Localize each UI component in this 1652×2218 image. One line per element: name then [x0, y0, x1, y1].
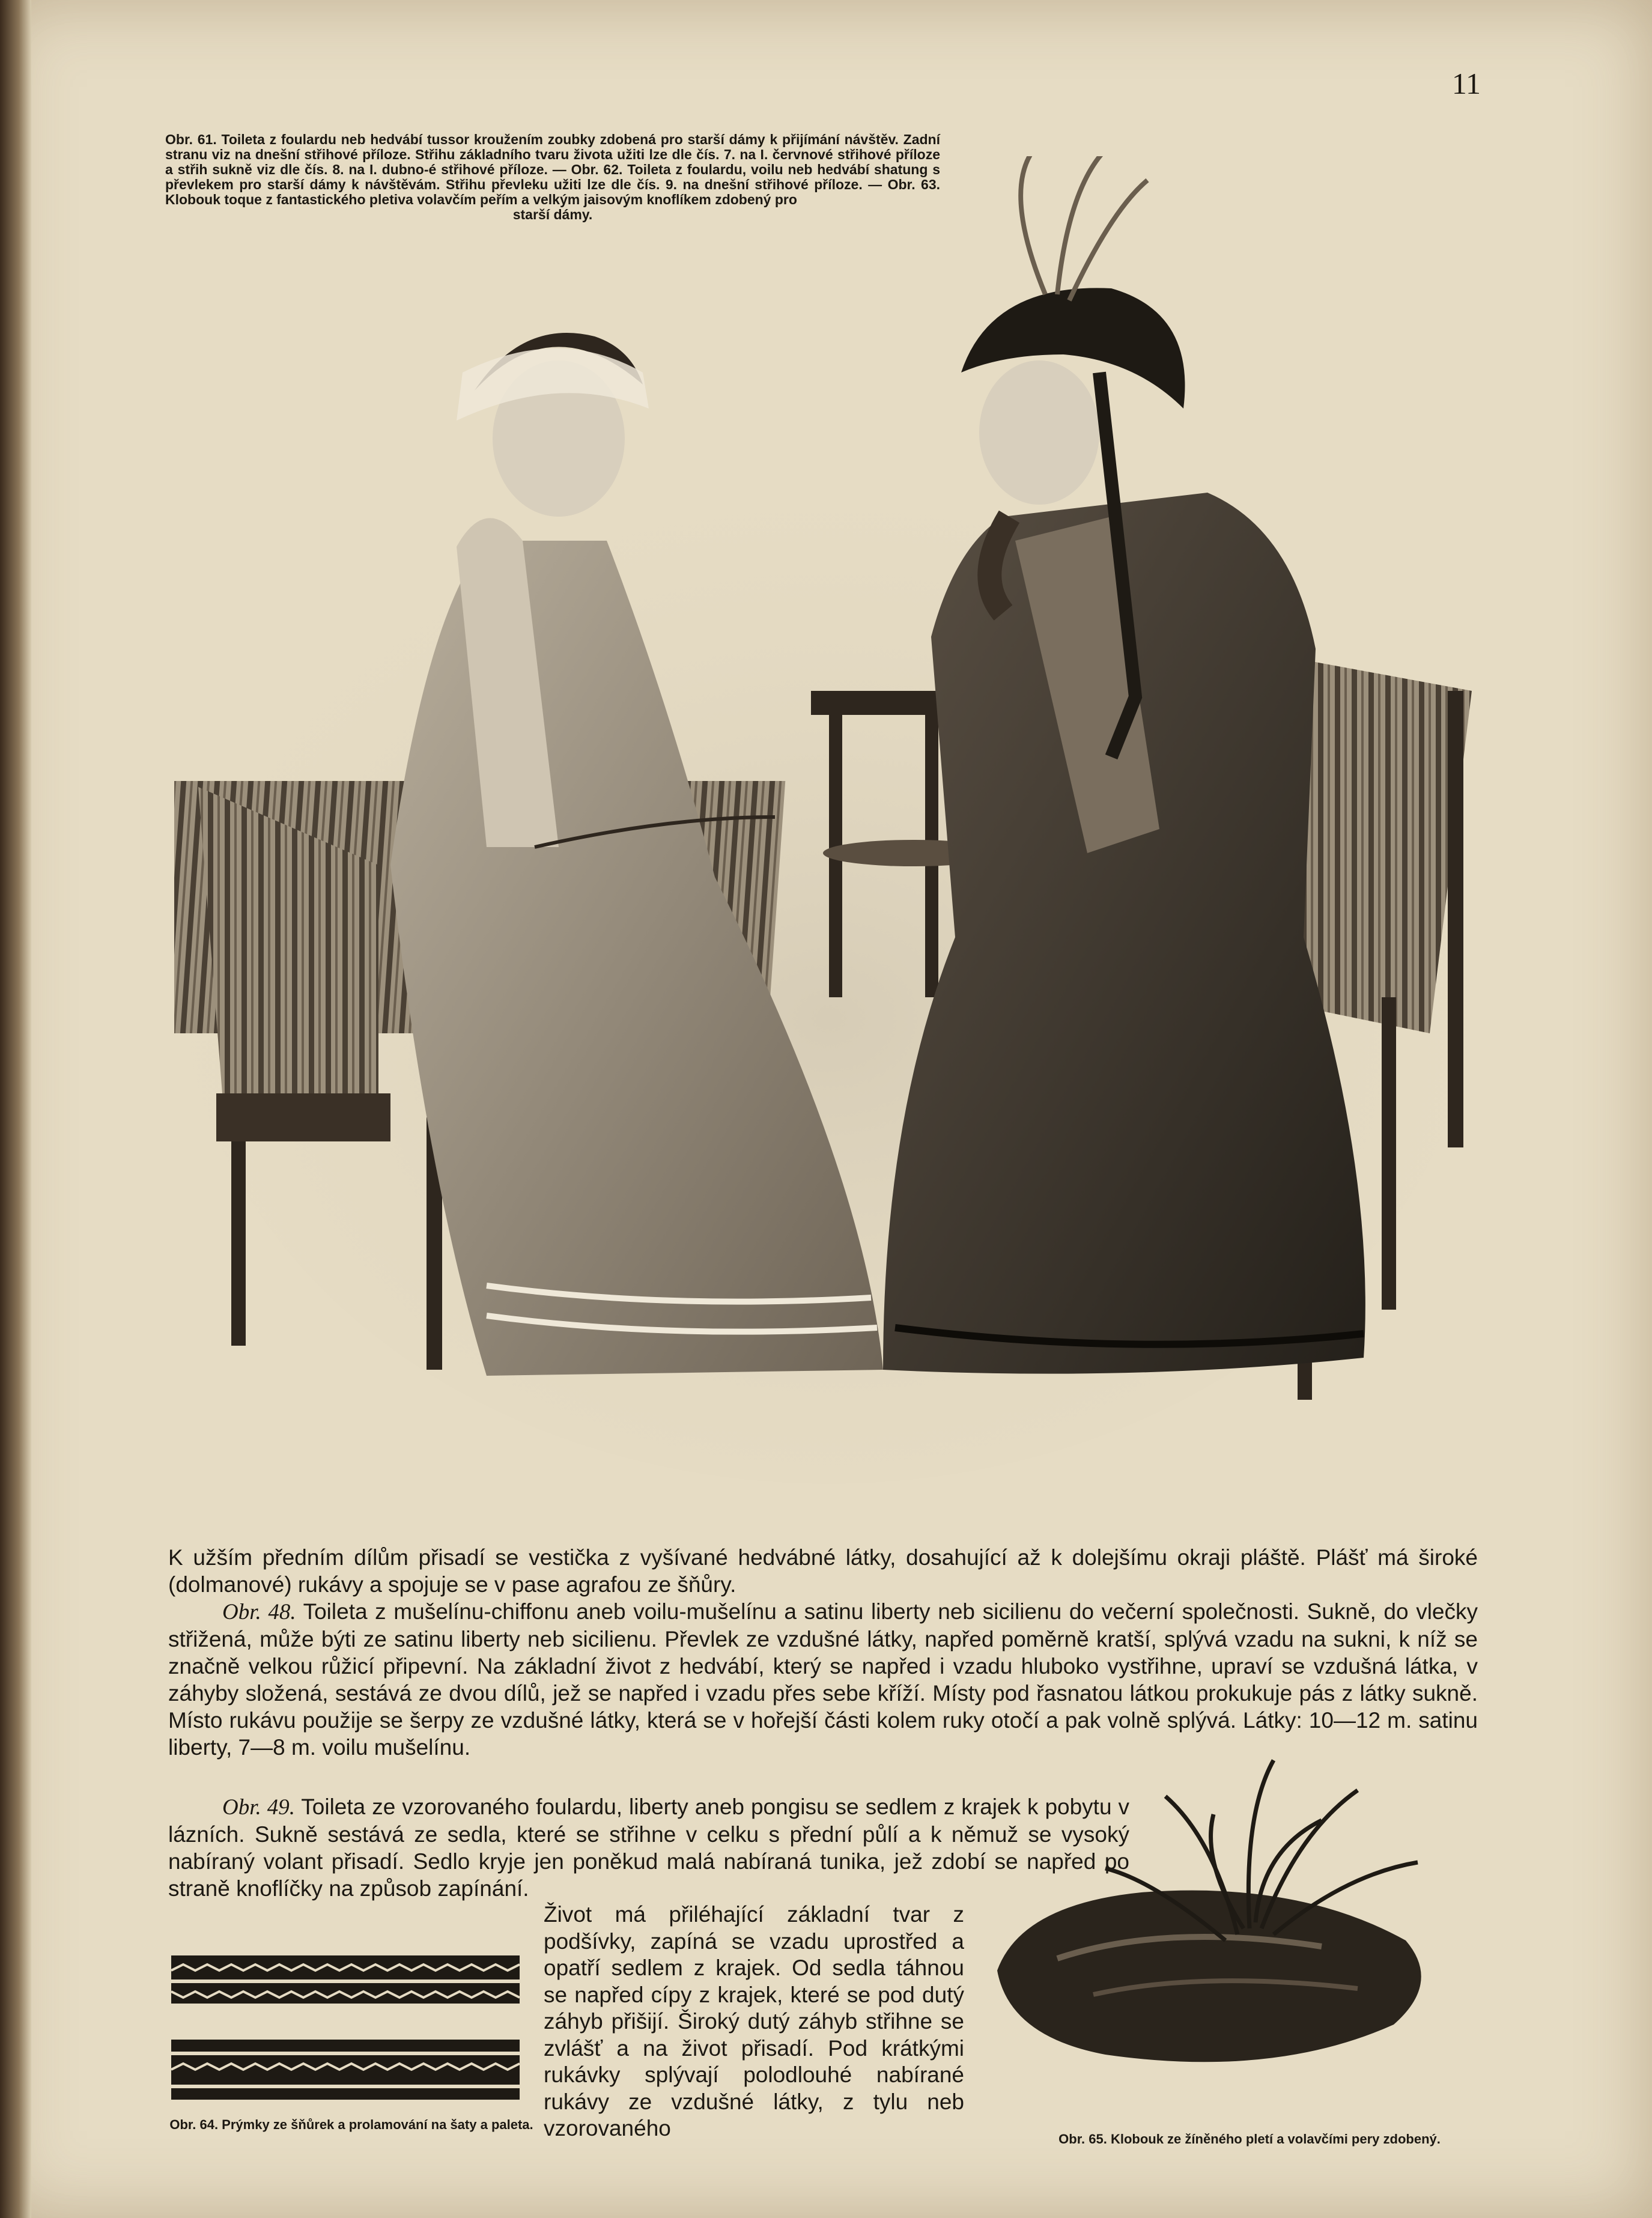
fashion-illustration [174, 156, 1484, 1490]
paragraph-text: Toileta ze vzorovaného foulardu, liberty aneb pongisu se sedlem z krajek k pobytu v lázních. Sukně sestává ze sedla, které se střihne v celku s přední půlí a k němuž se vysoký nabíraný volant přisadí. Sedlo kryje jen poněkud malá nabíraná tunika, jež zdobí se napřed po straně knoflíčky na způsob zapínání. [168, 1794, 1129, 1901]
trim-band-1 [171, 1955, 520, 2004]
figure-caption-65: Obr. 65. Klobouk ze žíněného pletí a volavčími pery zdobený. [1058, 2131, 1441, 2147]
paragraph-bodice: Život má přiléhající základní tvar z podšívky, zapíná se vzadu uprostřed a opatří sedlem z krajek. Od sedla táhnou se napřed cípy z krajek, které se pod dutý záhyb přišijí. Široký dutý záhyb střihne se zvlášť a na život přisadí. Pod krátkými rukávky splývají polodlouhé nabírané rukávy ze vzdušné látky, z tylu neb vzorovaného [544, 1902, 964, 2141]
figure-reference: Obr. 49. [222, 1795, 295, 1820]
page-number: 11 [1451, 67, 1481, 100]
trim-sample-figure [171, 1955, 526, 2130]
article-body [168, 1544, 1478, 1761]
trim-band-2 [171, 2040, 520, 2100]
figure-reference: Obr. 48. [222, 1600, 296, 1624]
caption-last-line: starší dámy. [512, 207, 593, 222]
book-spine [0, 0, 31, 2218]
paragraph-vest: K užším předním dílům přisadí se vestička z vyšívané hedvábné látky, dosahující až k dolejšímu okraji pláště. Plášť má široké (dolmanové) rukávy a spojuje se v pase agrafou ze šňůry. [168, 1545, 1478, 1597]
seated-lady-right [883, 156, 1365, 1374]
figure-caption-64: Obr. 64. Prýmky ze šňůrek a prolamování na šaty a paleta. [169, 2117, 533, 2132]
caption-text: Obr. 61. Toileta z foulardu neb hedvábí tussor kroužením zoubky zdobená pro starší dámy k přijímání návštěv. Zadní stranu viz na dnešní střihové příloze. Střihu základního tvaru života užiti lze dle čís. 7. na I. červnové střihové příloze a střih sukně viz dle čís. 8. na I. dubno-é střihové příloze. — Obr. 62. Toileta z foulardu, voilu neb hedvábí shatung s převlekem pro starší dámy k návštěvám. Střihu převleku užiti lze dle čís. 9. na dnešní střihové příloze. — Obr. 63. Klobouk toque z fantastického pletiva volavčím peřím a velkým jaisovým knoflíkem zdobený pro [165, 132, 940, 207]
paragraph-text: Toileta z mušelínu-chiffonu aneb voilu-mušelínu a satinu liberty neb sicilienu do večerní společnosti. Sukně, do vlečky střižená, může býti ze satinu liberty neb sicilienu. Převlek ze vzdušné látky, napřed poměrně kratší, splývá vzadu na sukni, k níž se značně velkou růžicí připevní. Na základní život z hedvábí, který se napřed i vzadu hluboko vystřihne, upraví se vzdušná látka, v záhyby složená, sestává ze dvou dílů, jež se napřed i vzadu přes sebe kříží. Místy pod řasnatou látkou prokukuje pás z látky sukně. Místo rukávu použije se šerpy ze vzdušné látky, která se v hořejší části kolem ruky otočí a pak volně splývá. Látky: 10—12 m. satinu liberty, 7—8 m. voilu mušelínu. [168, 1599, 1478, 1760]
hat-illustration [985, 1742, 1466, 2091]
paragraph-obr-48 [168, 1598, 1478, 1761]
